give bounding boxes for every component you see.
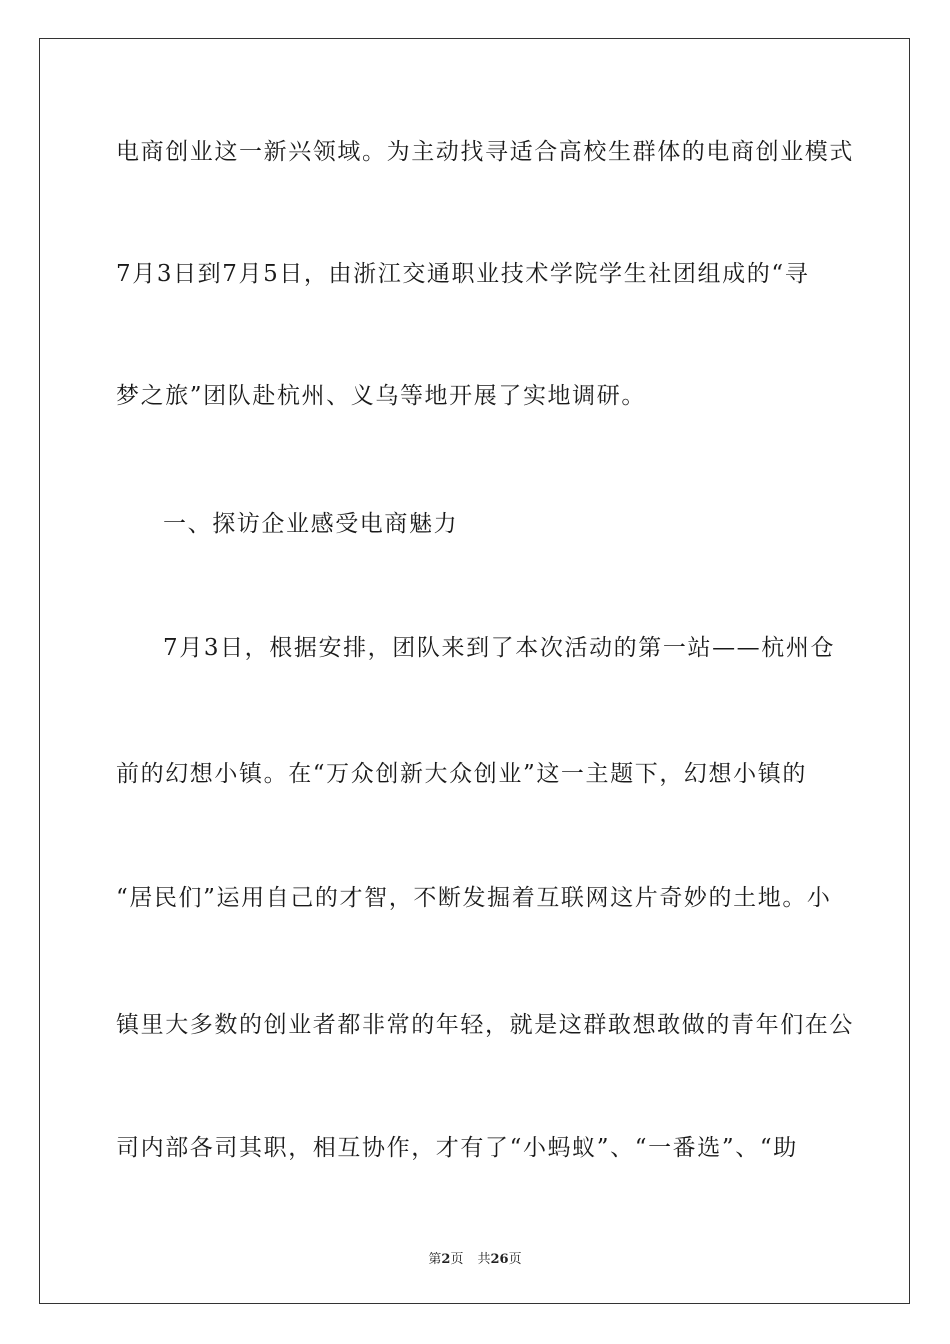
page-footer [0, 1248, 950, 1267]
body-line-1: 电商创业这一新兴领域。为主动找寻适合高校生群体的电商创业模式 [116, 139, 854, 165]
footer-total-suffix: 页 [508, 1252, 522, 1267]
body-line-2: 7月3日到7月5日，由浙江交通职业技术学院学生社团组成的“寻 [116, 261, 810, 287]
footer-total-pages: 26 [490, 1252, 509, 1267]
body-line-7: “居民们”运用自己的才智，不断发掘着互联网这片奇妙的土地。小 [116, 885, 832, 911]
body-line-6: 前的幻想小镇。在“万众创新大众创业”这一主题下，幻想小镇的 [116, 761, 807, 787]
body-line-8: 镇里大多数的创业者都非常的年轻，就是这群敢想敢做的青年们在公 [116, 1012, 854, 1038]
section-heading: 一、探访企业感受电商魅力 [163, 511, 459, 537]
body-line-3: 梦之旅”团队赴杭州、义乌等地开展了实地调研。 [116, 383, 646, 409]
footer-page-prefix: 第 [428, 1252, 442, 1267]
body-line-5: 7月3日，根据安排，团队来到了本次活动的第一站——杭州仓 [163, 635, 836, 661]
footer-page-suffix: 页 [450, 1252, 464, 1267]
body-line-9: 司内部各司其职，相互协作，才有了“小蚂蚁”、“一番选”、“助 [116, 1135, 798, 1161]
footer-total-prefix: 共 [477, 1252, 491, 1267]
footer-page-number: 2 [441, 1252, 451, 1267]
page-border [39, 38, 910, 1304]
